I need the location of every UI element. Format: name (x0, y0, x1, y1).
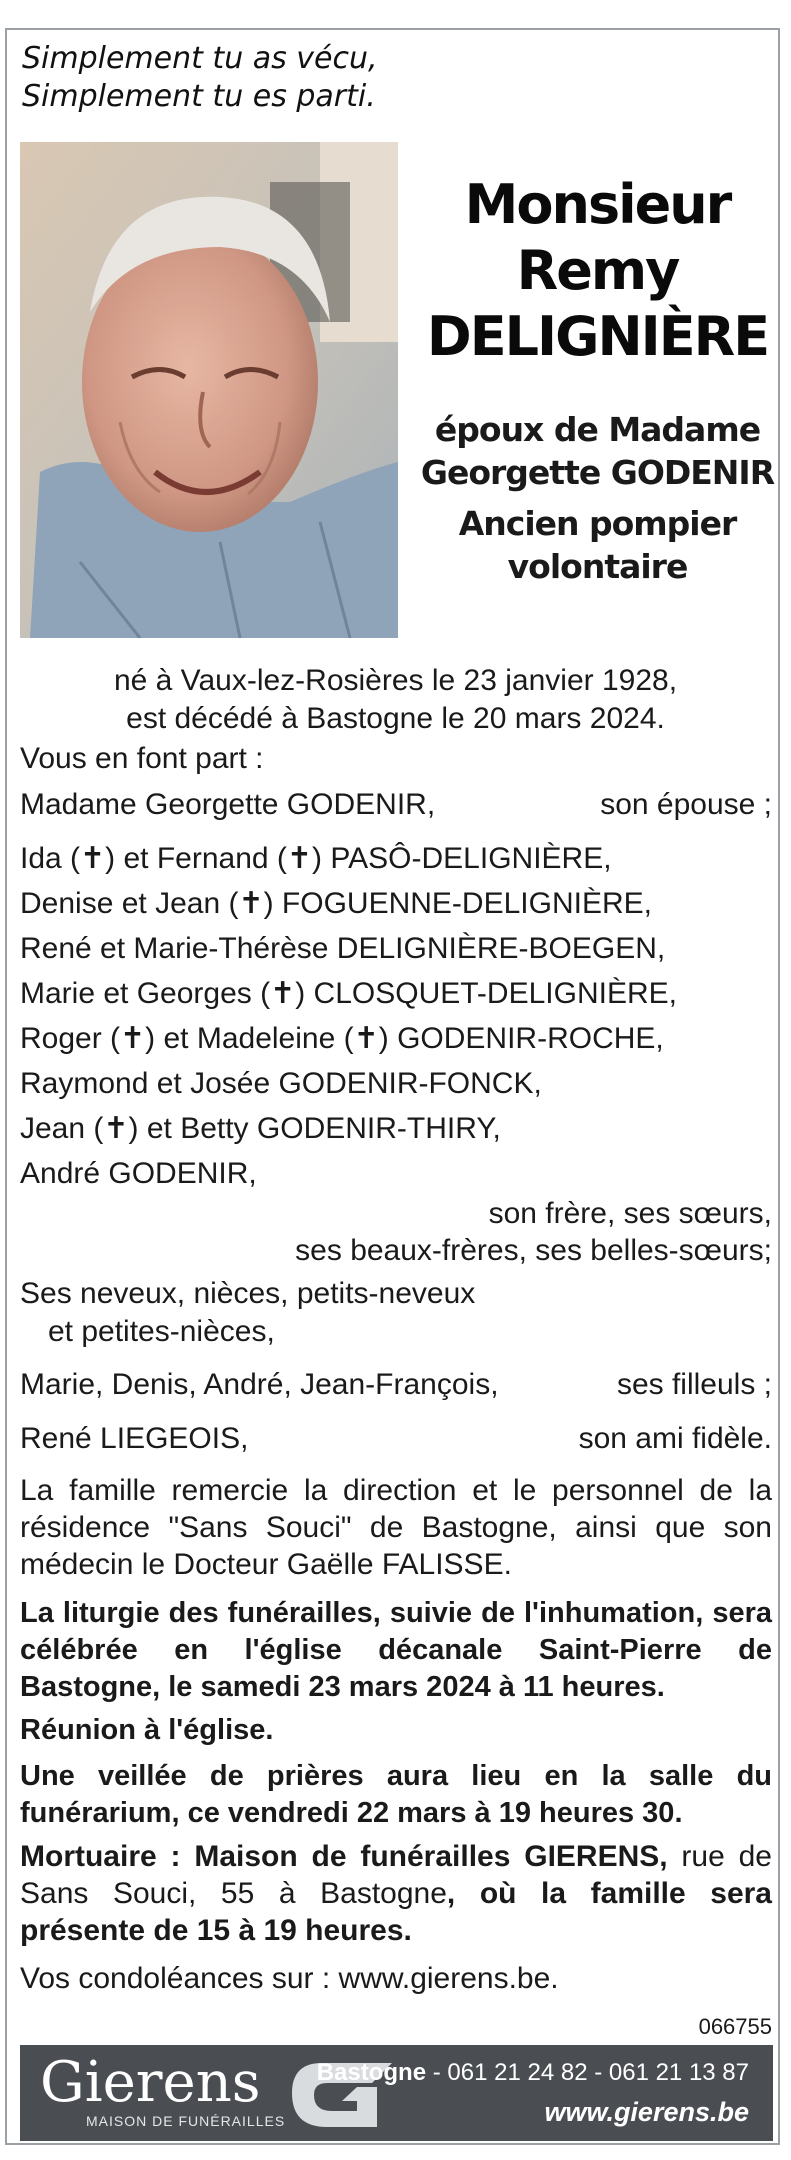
last-name: DELIGNIÈRE (426, 305, 769, 368)
family-name: Madame Georgette GODENIR, (20, 788, 436, 821)
brand-logo-text: Gierens (40, 2050, 261, 2115)
siblings-relation: son frère, ses sœurs, (488, 1197, 772, 1230)
sibling-entry: Ida (✝) et Fernand (✝) PASÔ-DELIGNIÈRE, (20, 842, 612, 875)
sibling-entry: Jean (✝) et Betty GODENIR-THIRY, (20, 1112, 501, 1145)
death-line: est décédé à Bastogne le 20 mars 2024. (126, 702, 665, 735)
announcement-intro: Vous en font part : (20, 742, 264, 775)
mortuary-name: Mortuaire : Maison de funérailles GIERENS, (20, 1840, 668, 1873)
sibling-entry: Denise et Jean (✝) FOGUENNE-DELIGNIÈRE, (20, 887, 652, 920)
family-relation: ses filleuls ; (616, 1368, 772, 1401)
sibling-entry: André GODENIR, (20, 1157, 257, 1190)
role-line: Ancien pompier (458, 504, 737, 543)
deceased-name-block (420, 172, 775, 588)
mortuary-paragraph (20, 1838, 772, 1949)
family-name: René LIEGEOIS, (20, 1422, 249, 1455)
birth-death-info (0, 662, 791, 738)
spouse-line: époux de Madame (434, 410, 761, 449)
sibling-entry: René et Marie-Thérèse DELIGNIÈRE-BOEGEN, (20, 932, 666, 965)
funeral-home-banner (20, 2045, 773, 2141)
spouse-info (420, 408, 775, 494)
sibling-entry: Raymond et Josée GODENIR-FONCK, (20, 1067, 542, 1100)
portrait-photo (20, 142, 398, 638)
spouse-line: Georgette GODENIR (420, 453, 775, 492)
epigraph-line: Simplement tu as vécu, (22, 41, 378, 76)
contact-phones (317, 2059, 749, 2087)
nephews-entry: Ses neveux, nièces, petits-neveux (20, 1277, 476, 1310)
thanks-paragraph: La famille remercie la direction et le personnel de la résidence "Sans Souci" de Bastogne, ainsi que son médecin le Docteur Gaëlle FALISSE. (20, 1474, 772, 1581)
epigraph (22, 40, 378, 116)
nephews-entry: et petites-nièces, (48, 1315, 275, 1348)
role-line: volontaire (507, 547, 688, 586)
vigil-paragraph: Une veillée de prières aura lieu en la salle du funérarium, ce vendredi 22 mars à 19 heures 30. (20, 1760, 772, 1829)
family-relation: son épouse ; (600, 788, 772, 821)
brand-subtitle: MAISON DE FUNÉRAILLES (86, 2113, 286, 2129)
mortuary-hours: , où la famille sera présente de 15 à 19 heures. (20, 1877, 772, 1947)
epigraph-line: Simplement tu es parti. (22, 79, 376, 114)
family-relation: son ami fidèle. (578, 1422, 772, 1455)
siblings-relation: ses beaux-frères, ses belles-sœurs; (295, 1234, 772, 1267)
mortuary-address: rue de Sans Souci, 55 à Bastogne (20, 1840, 772, 1910)
birth-line: né à Vaux-lez-Rosières le 23 janvier 1928, (113, 664, 678, 697)
website-link[interactable]: www.gierens.be (544, 2097, 749, 2127)
meeting-note: Réunion à l'église. (20, 1714, 274, 1746)
liturgy-paragraph: La liturgie des funérailles, suivie de l'inhumation, sera célébrée en l'église décanale Saint-Pierre de Bastogne, le samedi 23 mars 2024 à 11 heures. (20, 1597, 772, 1703)
contact-city: Bastogne (316, 2059, 427, 2086)
honorific: Monsieur (464, 173, 731, 236)
first-name: Remy (516, 239, 679, 302)
sibling-entry: Marie et Georges (✝) CLOSQUET-DELIGNIÈRE, (20, 977, 677, 1010)
reference-number: 066755 (698, 2014, 772, 2039)
role-info (420, 502, 775, 588)
sibling-entry: Roger (✝) et Madeleine (✝) GODENIR-ROCHE, (20, 1022, 664, 1055)
family-name: Marie, Denis, André, Jean-François, (20, 1368, 499, 1401)
contact-phone-numbers: - 061 21 24 82 - 061 21 13 87 (426, 2059, 749, 2086)
condolences-line: Vos condoléances sur : www.gierens.be. (20, 1962, 559, 1995)
